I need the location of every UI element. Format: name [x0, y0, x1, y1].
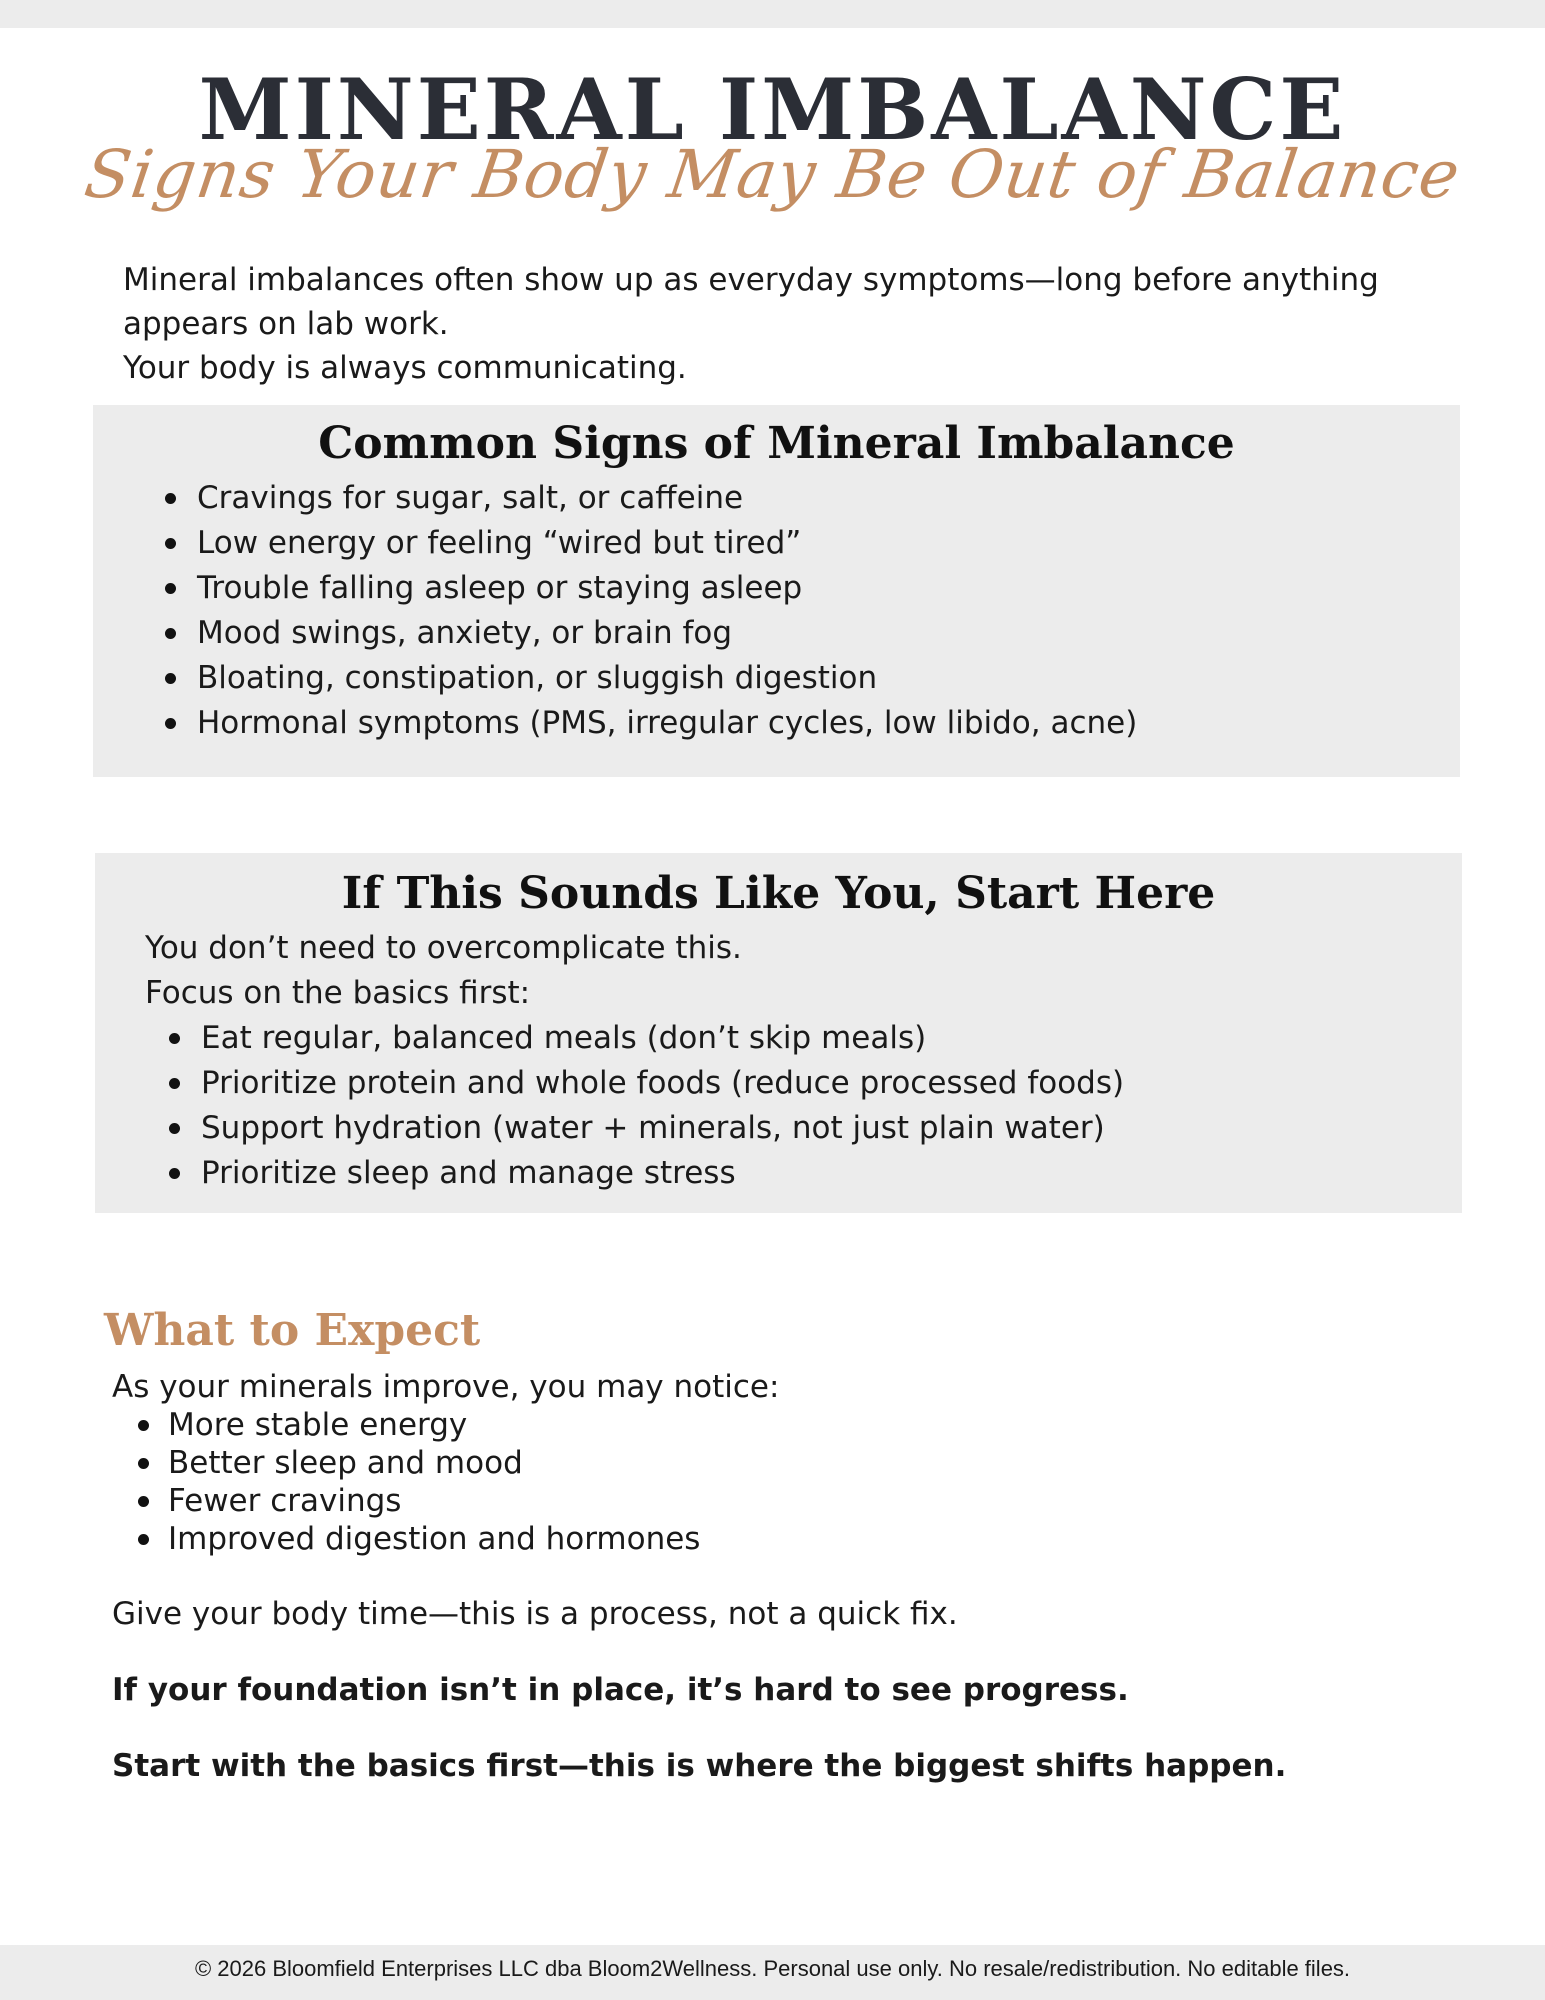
- intro-line-2: Your body is always communicating.: [123, 350, 687, 386]
- list-item: Bloating, constipation, or sluggish digestion: [197, 656, 1460, 701]
- list-item: Low energy or feeling “wired but tired”: [197, 521, 1460, 566]
- list-item: Fewer cravings: [168, 1482, 1484, 1520]
- expect-paragraph-2: If your foundation isn’t in place, it’s hard to see progress.: [112, 1672, 1129, 1708]
- start-heading: If This Sounds Like You, Start Here: [341, 868, 1216, 919]
- page-title: MINERAL IMBALANCE: [198, 60, 1347, 159]
- page-subtitle: Signs Your Body May Be Out of Balance: [80, 136, 1466, 213]
- start-here-panel: [95, 853, 1462, 1213]
- list-item: Hormonal symptoms (PMS, irregular cycles, low libido, acne): [197, 701, 1460, 746]
- signs-heading: Common Signs of Mineral Imbalance: [318, 418, 1235, 469]
- expect-paragraph-3: Start with the basics first—this is where the biggest shifts happen.: [112, 1748, 1287, 1784]
- expect-paragraph-1: Give your body time—this is a process, not a quick fix.: [112, 1596, 958, 1632]
- start-list: [201, 1016, 1462, 1196]
- copyright-footer: © 2026 Bloomfield Enterprises LLC dba Bloom2Wellness. Personal use only. No resale/redistribution. No editable files.: [0, 1945, 1545, 2000]
- expect-heading: What to Expect: [104, 1305, 481, 1356]
- list-item: Trouble falling asleep or staying asleep: [197, 566, 1460, 611]
- list-item: Cravings for sugar, salt, or caffeine: [197, 476, 1460, 521]
- list-item: Prioritize sleep and manage stress: [201, 1151, 1462, 1196]
- top-band: [0, 0, 1545, 28]
- start-lead-2: Focus on the basics first:: [145, 975, 531, 1011]
- list-item: Support hydration (water + minerals, not just plain water): [201, 1106, 1462, 1151]
- intro-text: [123, 258, 1463, 390]
- list-item: Improved digestion and hormones: [168, 1520, 1484, 1558]
- list-item: Eat regular, balanced meals (don’t skip meals): [201, 1016, 1462, 1061]
- expect-section: [104, 1300, 1484, 1786]
- list-item: Prioritize protein and whole foods (reduce processed foods): [201, 1061, 1462, 1106]
- intro-line-1: Mineral imbalances often show up as everyday symptoms—long before anything appears on lab work.: [123, 262, 1379, 342]
- list-item: More stable energy: [168, 1406, 1484, 1444]
- expect-list: [168, 1406, 1484, 1558]
- signs-panel: [93, 405, 1460, 777]
- start-lead-1: You don’t need to overcomplicate this.: [145, 930, 742, 966]
- list-item: Mood swings, anxiety, or brain fog: [197, 611, 1460, 656]
- list-item: Better sleep and mood: [168, 1444, 1484, 1482]
- signs-list: [197, 476, 1460, 746]
- expect-lead: As your minerals improve, you may notice:: [112, 1369, 780, 1405]
